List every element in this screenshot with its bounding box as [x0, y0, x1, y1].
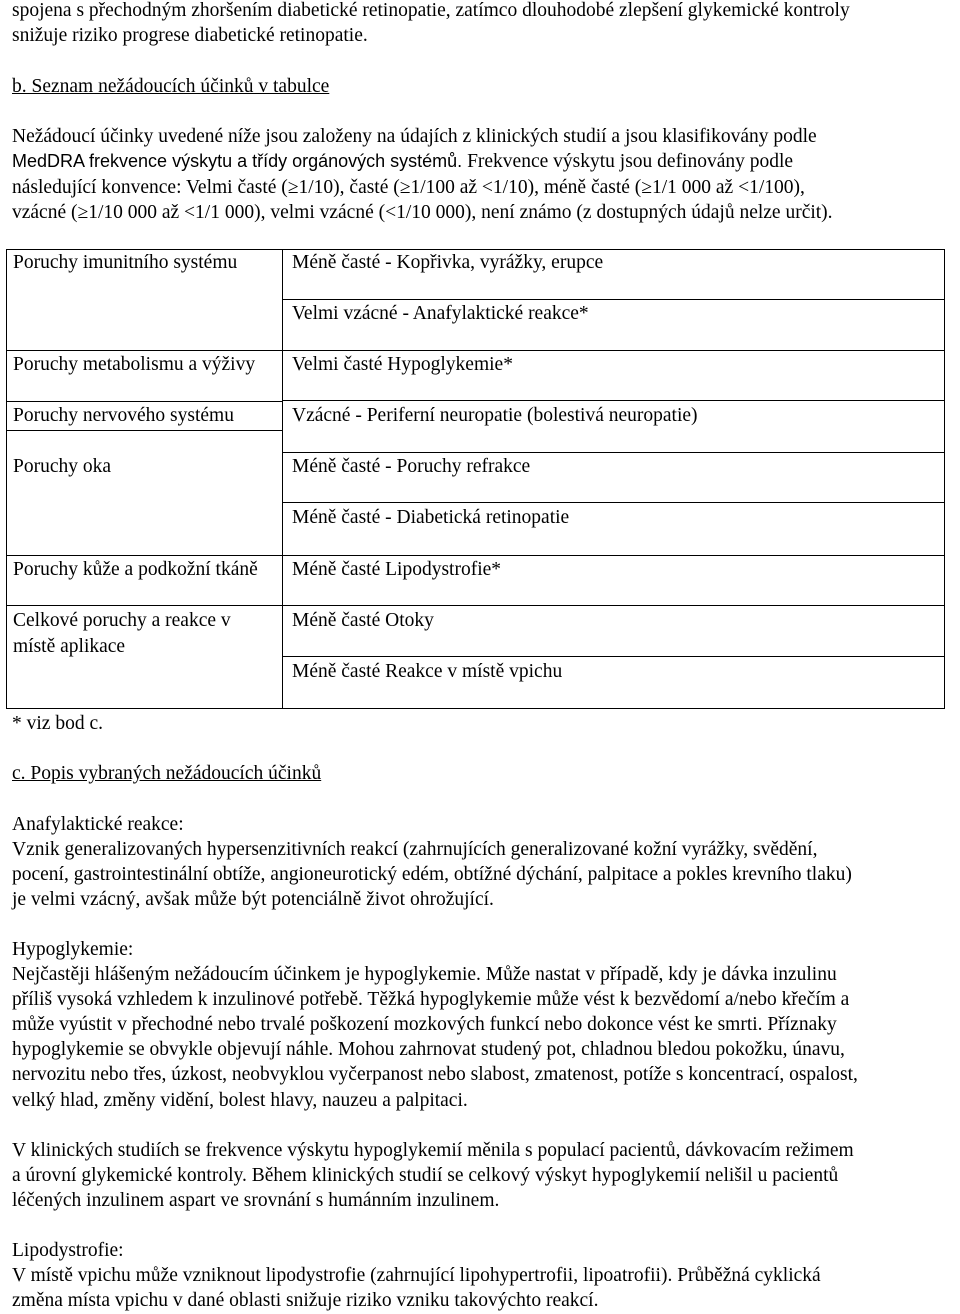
hypoglycemia-line-4: hypoglykemie se obvykle objevují náhle. Mohou zahrnovat studený pot, chladnou bledou pokožku, únavu, — [12, 1039, 845, 1060]
organ-nervous: Poruchy nervového systému — [13, 405, 234, 426]
hypoglycemia-title: Hypoglykemie: — [12, 939, 134, 960]
anaphylaxis-title: Anafylaktické reakce: — [12, 814, 184, 835]
effect-anaphylaxis: Velmi vzácné - Anafylaktické reakce* — [292, 303, 589, 324]
effect-refraction: Méně časté - Poruchy refrakce — [292, 456, 531, 477]
section-b-line-4: vzácné (≥1/10 000 až <1/1 000), velmi vzácné (<1/10 000), není známo (z dostupných údajů nelze určit). — [12, 202, 833, 223]
hypoglycemia-line-1: Nejčastěji hlášeným nežádoucím účinkem je hypoglykemie. Může nastat v případě, kdy je dávka inzulinu — [12, 964, 837, 985]
effect-edema: Méně časté Otoky — [292, 610, 434, 631]
frequency-phrase: Frekvence výskytu jsou definovány podle — [462, 151, 794, 172]
anaphylaxis-line-2: pocení, gastrointestinální obtíže, angioneurotický edém, obtížné dýchání, palpitace a pokles krevního tlaku) — [12, 864, 852, 885]
organ-skin: Poruchy kůže a podkožní tkáně — [13, 559, 258, 580]
adverse-effects-table — [6, 249, 945, 709]
section-b-line-3: následující konvence: Velmi časté (≥1/10), časté (≥1/100 až <1/10), méně časté (≥1/1 000 až <1/100), — [12, 177, 805, 198]
effect-hypoglycemia: Velmi časté Hypoglykemie* — [292, 354, 513, 375]
hypoglycemia-line-3: může vyústit v přechodné nebo trvalé poškození mozkových funkcí nebo dokonce vést ke smrti. Příznaky — [12, 1014, 837, 1035]
intro-line-2: snižuje riziko progrese diabetické retinopatie. — [12, 25, 368, 46]
effect-lipodystrophy: Méně časté Lipodystrofie* — [292, 559, 502, 580]
hypoglycemia-line-2: příliš vysoká vzhledem k inzulinové potřebě. Těžká hypoglykemie může vést k bezvědomí a/nebo křečím a — [12, 989, 850, 1010]
anaphylaxis-line-1: Vznik generalizovaných hypersenzitivních reakcí (zahrnujících generalizované kožní vyrážky, svědění, — [12, 839, 818, 860]
lipodystrophy-line-1: V místě vpichu může vzniknout lipodystrofie (zahrnující lipohypertrofii, lipoatrofii). Průběžná cyklická — [12, 1265, 821, 1286]
clinical-line-3: léčených inzulinem aspart ve srovnání s humánním inzulinem. — [12, 1190, 500, 1211]
section-b-line-2 — [12, 149, 956, 175]
clinical-line-2: a úrovní glykemické kontroly. Během klinických studií se celkový výskyt hypoglykemií nelišil u pacientů — [12, 1165, 839, 1186]
hypoglycemia-line-6: velký hlad, změny vidění, bolest hlavy, nauzeu a palpitaci. — [12, 1090, 468, 1111]
organ-general: Celkové poruchy a reakce v místě aplikace — [13, 610, 231, 657]
section-b-line-1: Nežádoucí účinky uvedené níže jsou založeny na údajích z klinických studií a jsou klasifikovány podle — [12, 126, 817, 147]
section-c-heading: c. Popis vybraných nežádoucích účinků — [12, 763, 322, 784]
meddra-phrase: MedDRA frekvence výskytu a třídy orgánových systémů. — [12, 151, 463, 171]
lipodystrophy-title: Lipodystrofie: — [12, 1240, 124, 1261]
hypoglycemia-line-5: nervozitu nebo třes, úzkost, neobvyklou vyčerpanost nebo slabost, zmatenost, potíže s koncentrací, ospalost, — [12, 1064, 858, 1085]
clinical-line-1: V klinických studiích se frekvence výskytu hypoglykemií měnila s populací pacientů, dávkovacím režimem — [12, 1140, 854, 1161]
anaphylaxis-line-3: je velmi vzácný, avšak může být potenciálně život ohrožující. — [12, 889, 494, 910]
organ-eye: Poruchy oka — [13, 456, 112, 477]
intro-line-1: spojena s přechodným zhoršením diabetické retinopatie, zatímco dlouhodobé zlepšení glykemické kontroly — [12, 0, 850, 21]
effect-neuropathy: Vzácné - Periferní neuropatie (bolestivá neuropatie) — [292, 405, 698, 426]
organ-immune: Poruchy imunitního systému — [13, 252, 238, 273]
table-footnote: * viz bod c. — [12, 713, 103, 734]
lipodystrophy-line-2: změna místa vpichu v dané oblasti snižuje riziko vzniku takovýchto reakcí. — [12, 1290, 599, 1311]
section-b-heading: b. Seznam nežádoucích účinků v tabulce — [12, 76, 330, 97]
effect-injection-site: Méně časté Reakce v místě vpichu — [292, 661, 563, 682]
effect-retinopathy: Méně časté - Diabetická retinopatie — [292, 507, 570, 528]
organ-metabolism: Poruchy metabolismu a výživy — [13, 354, 256, 375]
effect-urticaria: Méně časté - Kopřivka, vyrážky, erupce — [292, 252, 604, 273]
